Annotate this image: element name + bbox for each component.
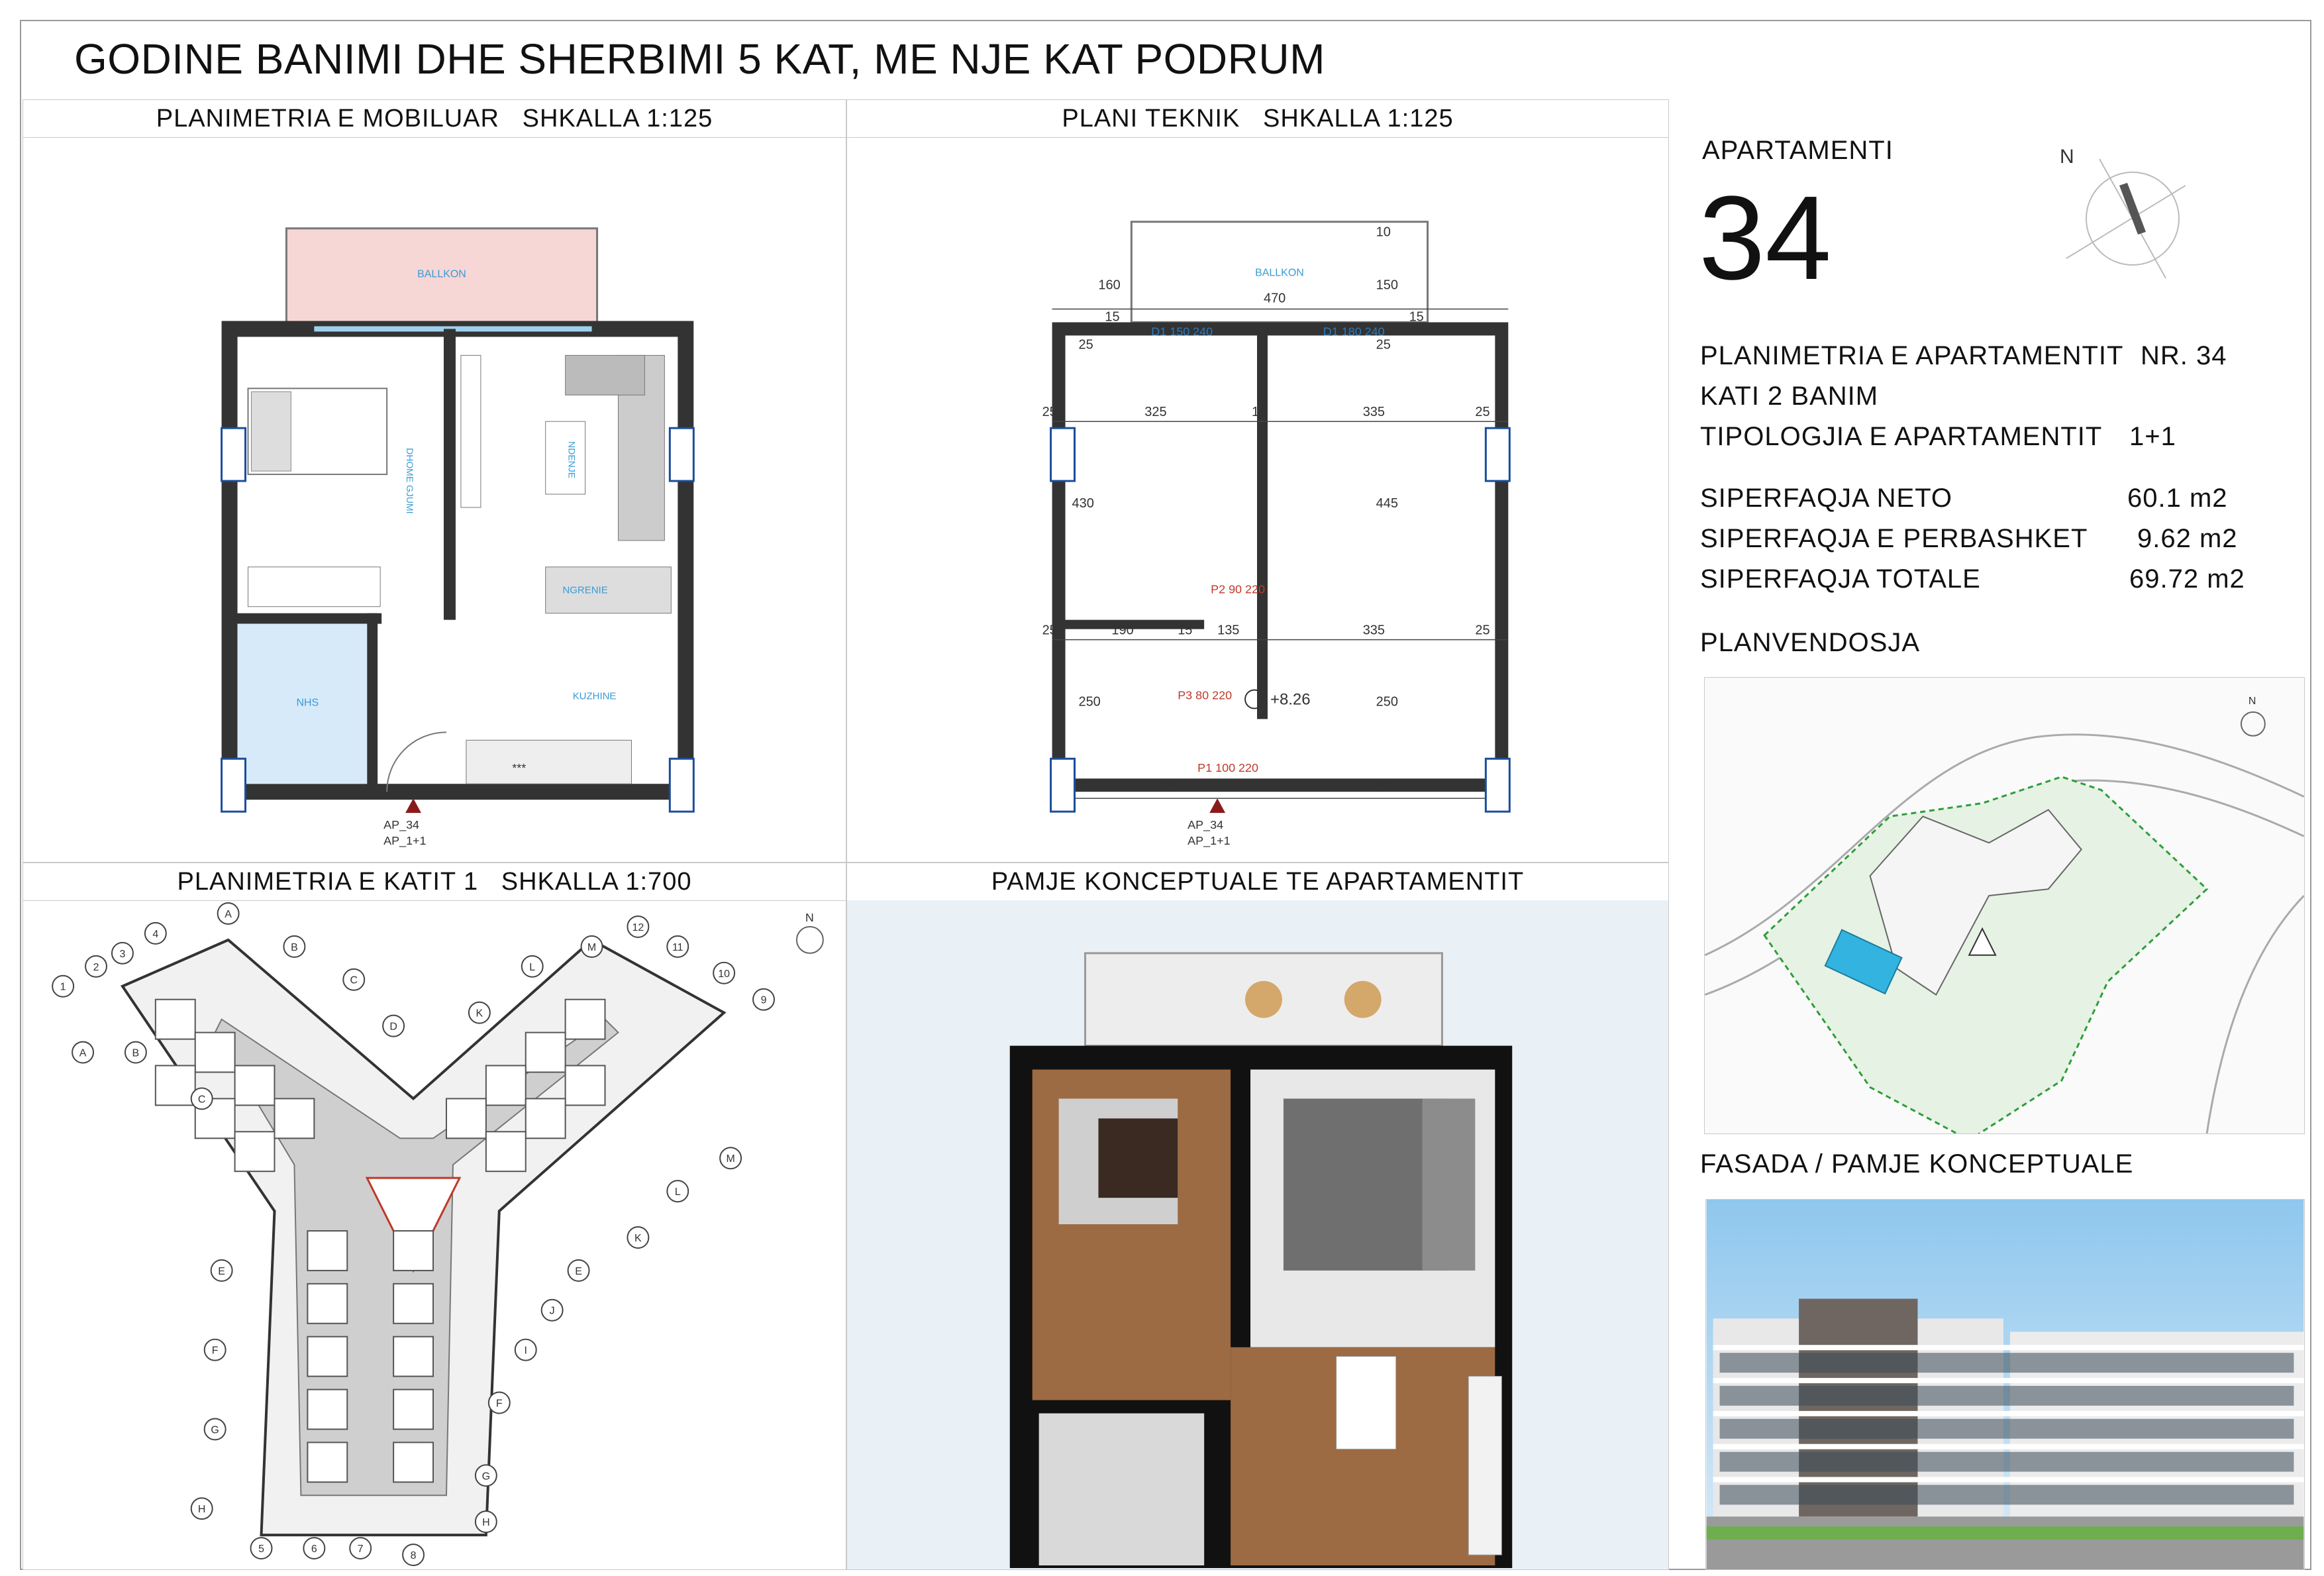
- apartment-cell: [307, 1390, 347, 1430]
- facade-floors: [1713, 1345, 2304, 1504]
- tech-window-2: [1051, 759, 1075, 812]
- info-row-typology-label: TIPOLOGJIA E APARTAMENTIT: [1700, 422, 2103, 451]
- facade-hedge: [1707, 1526, 2304, 1540]
- dim-25g: 25: [1078, 780, 1093, 796]
- dim-10: 10: [1376, 225, 1391, 240]
- info-row-floor: [1700, 382, 1878, 411]
- dim-25i: 25: [1376, 780, 1391, 796]
- window-tag-1: D1 150 240: [1151, 325, 1213, 339]
- concept-panel: [846, 863, 1669, 1570]
- grid-axis-letter: C: [197, 1094, 206, 1106]
- furnished-plan-drawing: [23, 137, 846, 862]
- dim-470: 470: [1263, 291, 1286, 306]
- dim-25h: 25: [1164, 780, 1180, 796]
- facade-slab: [1713, 1345, 2304, 1350]
- grid-axis-number: 6: [311, 1544, 317, 1555]
- room-label-bedroom: DHOME GJUMI: [405, 448, 416, 514]
- info-row-total-area-label: SIPERFAQJA TOTALE: [1700, 564, 1981, 594]
- interior-wall-2: [230, 613, 382, 624]
- facade-render: [1705, 1199, 2305, 1570]
- apartment-cell: [566, 1000, 605, 1039]
- facade-glazing: [1720, 1419, 2294, 1439]
- concept-title: PAMJE KONCEPTUALE TE APARTAMENTIT: [847, 863, 1668, 901]
- apartment-cell: [393, 1284, 433, 1324]
- apartment-cell: [393, 1231, 433, 1271]
- apartment-cell: [566, 1066, 605, 1106]
- room-label-balcony: BALLKON: [417, 268, 466, 280]
- grid-axis-number: 9: [760, 994, 767, 1006]
- dim-150: 150: [1376, 278, 1398, 293]
- grid-axis-letter: K: [634, 1232, 642, 1244]
- info-row-floor-label: KATI 2 BANIM: [1700, 382, 1879, 411]
- dim-25f: 25: [1475, 623, 1490, 638]
- apartment-cell: [156, 1000, 195, 1039]
- dim-325: 325: [1144, 405, 1167, 420]
- door-tag-p3: P3 80 220: [1178, 688, 1233, 702]
- dim-160: 160: [1098, 278, 1121, 293]
- info-row-common-area: [1700, 524, 2238, 554]
- technical-plan-panel: [846, 99, 1669, 863]
- window-left-bottom: [222, 759, 246, 812]
- grid-axis-letter: D: [389, 1021, 397, 1033]
- dim-250b: 250: [1376, 694, 1398, 709]
- apartment-label: APARTAMENTI: [1702, 136, 1894, 165]
- window-left-top: [222, 428, 246, 481]
- grid-axis-letter: B: [291, 941, 298, 953]
- apartment-cell: [393, 1390, 433, 1430]
- facade-slab: [1713, 1411, 2304, 1416]
- apartment-cell: [235, 1066, 275, 1106]
- grid-axis-number: 5: [258, 1544, 264, 1555]
- info-row-plan: [1700, 341, 2227, 371]
- grid-axis-number: 7: [357, 1544, 364, 1555]
- sheet-title: GODINE BANIMI DHE SHERBIMI 5 KAT, ME NJE KAT PODRUM: [74, 35, 1325, 83]
- wardrobe: [248, 567, 381, 607]
- apartment-cell: [526, 1033, 566, 1073]
- tech-tag-ap: AP_34: [1187, 818, 1224, 832]
- north-label: N: [2060, 146, 2074, 168]
- dim-15b: 15: [1409, 309, 1424, 325]
- grid-axis-number: 12: [632, 921, 644, 933]
- coffee-table: [546, 421, 585, 494]
- grid-axis-letter: A: [79, 1047, 87, 1059]
- dim-335b: 335: [1362, 623, 1386, 638]
- render-bathroom: [1039, 1413, 1205, 1565]
- level-value: +8.26: [1270, 690, 1311, 709]
- tag-ap: AP_34: [383, 818, 420, 832]
- apartment-cell: [526, 1098, 566, 1138]
- facade-glazing: [1720, 1452, 2294, 1472]
- dim-250a: 250: [1078, 694, 1101, 709]
- dim-445: 445: [1376, 496, 1398, 511]
- info-row-total-area: [1700, 564, 2245, 594]
- render-balcony-chair-2: [1344, 981, 1382, 1018]
- facade-tower: [1799, 1298, 1917, 1516]
- room-label-dining: NGRENIE: [562, 584, 608, 596]
- interior-wall-1: [444, 329, 456, 619]
- grid-axis-letter: H: [197, 1504, 206, 1516]
- furnished-plan-title: PLANIMETRIA E MOBILUAR SHKALLA 1:125: [23, 100, 846, 138]
- apartment-cell: [307, 1231, 347, 1271]
- apartment-cell: [307, 1284, 347, 1324]
- grid-axis-number: 1: [60, 981, 66, 993]
- apartment-cell: [486, 1066, 526, 1106]
- entrance-door: [387, 732, 446, 792]
- dim-335: 335: [1362, 405, 1386, 420]
- dim-15c: 15: [1252, 405, 1267, 420]
- dim-25e: 25: [1042, 623, 1057, 638]
- grid-axis-number: 3: [119, 948, 126, 960]
- facade-glazing: [1720, 1485, 2294, 1504]
- grid-axis-letter: F: [211, 1345, 219, 1357]
- grid-axis-letter: F: [495, 1398, 503, 1410]
- furnished-plan-panel: [23, 99, 846, 863]
- render-kitchen-counter: [1468, 1377, 1501, 1555]
- apartment-cell: [307, 1442, 347, 1482]
- dim-190: 190: [1111, 623, 1134, 638]
- concept-render: [847, 900, 1668, 1569]
- floor-plan-drawing: [23, 900, 846, 1569]
- bed-pillows: [252, 392, 291, 471]
- grid-axis-letter: K: [476, 1008, 483, 1020]
- grid-axis-number: 10: [718, 968, 731, 980]
- grid-axis-number: 2: [93, 961, 99, 973]
- facade-slab: [1713, 1378, 2304, 1383]
- info-row-common-area-label: SIPERFAQJA E PERBASHKET: [1700, 524, 2088, 553]
- door-tag-p2: P2 90 220: [1211, 582, 1265, 596]
- facade-slab: [1713, 1444, 2304, 1449]
- apartment-cell: [393, 1442, 433, 1482]
- window-right-bottom: [670, 759, 693, 812]
- grid-axis-letter: C: [350, 974, 358, 986]
- grid-axis-number: 4: [152, 928, 159, 940]
- tech-balcony-label: BALLKON: [1255, 267, 1304, 279]
- apartment-number: 34: [1699, 172, 1832, 305]
- info-row-total-area-value: 69.72 m2: [2129, 564, 2245, 594]
- grid-axis-letter: L: [529, 961, 536, 973]
- kitchen-counter: [466, 740, 632, 784]
- info-row-plan-label: PLANIMETRIA E APARTAMENTIT: [1700, 341, 2124, 370]
- render-balcony-chair-1: [1245, 981, 1282, 1018]
- apartment-cell: [307, 1337, 347, 1377]
- tech-outer-walls: [1059, 329, 1502, 785]
- apartment-cell: [156, 1066, 195, 1106]
- info-row-typology-value: 1+1: [2129, 422, 2176, 451]
- entrance-marker: [405, 798, 421, 813]
- info-row-net-area-value: 60.1 m2: [2127, 484, 2228, 513]
- tag-type: AP_1+1: [383, 834, 427, 848]
- apartment-cell: [446, 1098, 486, 1138]
- north-compass: [2053, 146, 2186, 278]
- facade-glazing: [1720, 1353, 2294, 1373]
- floor-plan-title: PLANIMETRIA E KATIT 1 SHKALLA 1:700: [23, 863, 846, 901]
- dim-15d: 15: [1178, 623, 1193, 638]
- dim-25c: 25: [1042, 405, 1057, 420]
- sofa-corner: [566, 355, 645, 395]
- info-row-plan-value: NR. 34: [2141, 341, 2227, 370]
- room-label-kitchen: KUZHINE: [572, 690, 617, 702]
- technical-plan-title: PLANI TEKNIK SHKALLA 1:125: [847, 100, 1668, 138]
- grid-axis-letter: E: [218, 1265, 225, 1277]
- dim-15a: 15: [1105, 309, 1120, 325]
- facade-street: [1707, 1516, 2304, 1569]
- render-sofa: [1423, 1098, 1476, 1270]
- grid-axis-number: 11: [672, 941, 683, 953]
- tech-window-4: [1486, 759, 1509, 812]
- grid-axis-letter: J: [549, 1305, 555, 1317]
- tech-window-1: [1051, 428, 1075, 481]
- dim-25d: 25: [1475, 405, 1490, 420]
- grid-axis-letter: H: [482, 1517, 490, 1529]
- door-tag-p1: P1 100 220: [1197, 761, 1259, 775]
- site-plan-label: PLANVENDOSJA: [1700, 628, 1921, 657]
- grid-axis-letter: A: [225, 908, 232, 920]
- facade-label: FASADA / PAMJE KONCEPTUALE: [1700, 1149, 2134, 1179]
- grid-axis-letter: B: [132, 1047, 140, 1059]
- dim-135: 135: [1217, 623, 1240, 638]
- render-dining-table: [1337, 1357, 1396, 1449]
- grid-axis-letter: M: [587, 941, 597, 953]
- grid-axis-letter: L: [674, 1186, 681, 1198]
- room-label-bathroom: NHS: [296, 697, 319, 709]
- window-right-top: [670, 428, 693, 481]
- facade-slab: [1713, 1477, 2304, 1483]
- apartment-cell: [274, 1098, 314, 1138]
- grid-axis-letter: G: [211, 1424, 219, 1436]
- info-row-net-area: [1700, 484, 2228, 513]
- interior-wall-3: [367, 613, 378, 792]
- stove-mark: ***: [512, 761, 527, 775]
- tech-window-3: [1486, 428, 1509, 481]
- render-blanket: [1098, 1118, 1178, 1198]
- apartment-cell: [393, 1337, 433, 1377]
- technical-plan-drawing: [847, 137, 1668, 862]
- site-north-label: N: [2248, 695, 2256, 707]
- tv-unit: [461, 355, 481, 507]
- dim-25b: 25: [1376, 337, 1391, 352]
- dim-430: 430: [1072, 496, 1094, 511]
- compass-needle: [2119, 183, 2146, 235]
- apartment-cell: [235, 1131, 275, 1171]
- grid-axis-letter: G: [481, 1471, 491, 1483]
- info-row-typology: [1700, 422, 2176, 452]
- grid-axis-number: 8: [410, 1550, 417, 1562]
- tech-interior-wall: [1257, 329, 1268, 719]
- site-plan: [1704, 677, 2305, 1134]
- apartment-cell: [486, 1131, 526, 1171]
- floor-plan-panel: [23, 863, 846, 1570]
- window-tag-2: D1 180 240: [1323, 325, 1385, 339]
- facade-glazing: [1720, 1386, 2294, 1406]
- dim-25a: 25: [1078, 337, 1093, 352]
- floor-north-label: N: [805, 910, 814, 924]
- info-row-net-area-label: SIPERFAQJA NETO: [1700, 484, 1953, 513]
- grid-axis-letter: I: [524, 1345, 527, 1357]
- tech-entrance-marker: [1209, 798, 1225, 813]
- grid-axis-letter: E: [575, 1265, 582, 1277]
- tech-tag-type: AP_1+1: [1187, 834, 1231, 848]
- info-row-common-area-value: 9.62 m2: [2137, 524, 2238, 553]
- floor-north-arrow: [797, 927, 823, 953]
- room-label-living: NDENJE: [566, 441, 578, 479]
- apartment-cell: [195, 1033, 235, 1073]
- grid-axis-letter: M: [726, 1153, 735, 1165]
